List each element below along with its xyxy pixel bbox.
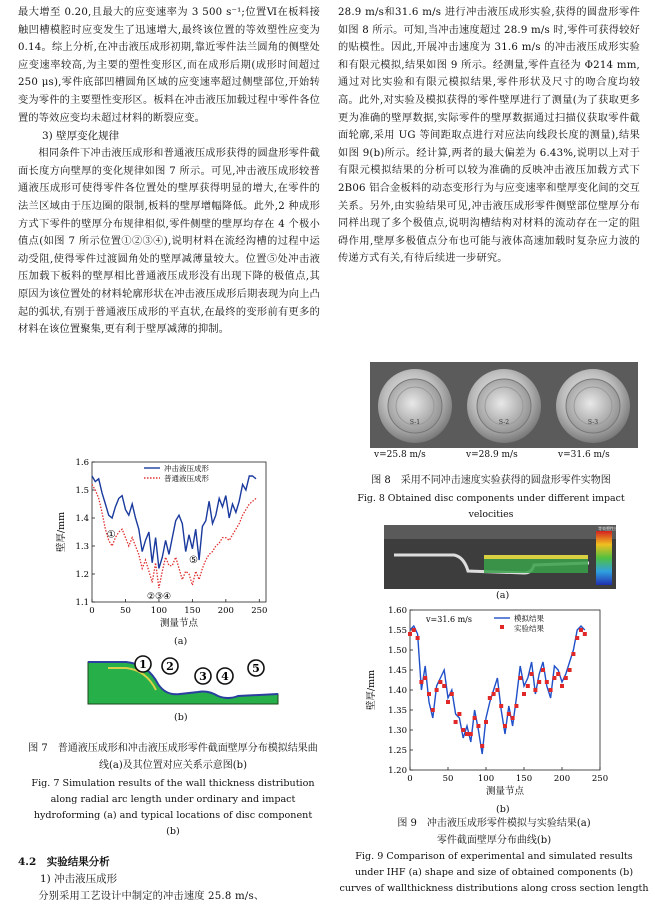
data-point	[571, 652, 575, 656]
data-point	[533, 688, 537, 692]
fig9-caption-en-1: Fig. 9 Comparison of experimental and simulated results	[355, 851, 633, 862]
velocity-label-2: v=28.9 m/s	[466, 450, 518, 460]
left-column	[18, 4, 320, 339]
right-paragraph-1: 28.9 m/s和31.6 m/s 进行冲击液压成形实验,获得的圆盘形零件如图 8 所示。可知,当冲击速度超过 28.9 m/s 时,零件可获得较好的贴模性。因此,开展冲击速度为 31.6 m/s 的冲击液压成形实验和有限元模拟,结果如图 9 所示。经测量,零件直径为 Φ214 mm,通过对比实验和有限元模拟结果,零件形状及尺寸的吻合度均较高。此外,对实验及模拟获得的零件壁厚进行了测量(为了获取更多更为准确的壁厚数据,实际零件的壁厚数据通过扫描仪获取零件截面轮廓,采用 UG 等间距取点进行对应法向线段长度的测量),结果如图 9(b)所示。经计算,两者的最大偏差为 6.43%,说明以上对于有限元模拟结果的分析可以较为准确的反映冲击液压加载方式下 2B06 铝合金板料的动态变形行为与应变速率和壁厚变化间的交互关系。另外,由实验结果可见,冲击液压成形零件侧壁部位壁厚分布同样出现了多个极值点,说明沟槽结构对材料的流动存在一定的阻碍作用,壁厚多极值点分布也可能与液体高速加载时复杂应力波的传递方式有关,有待后续进一步研究。	[338, 7, 640, 265]
x-tick-label: 200	[553, 774, 571, 784]
data-point	[564, 676, 568, 680]
svg-text:5: 5	[252, 662, 260, 675]
svg-text:S-2: S-2	[498, 419, 510, 426]
data-point	[473, 716, 477, 720]
svg-text:S-1: S-1	[409, 419, 421, 426]
data-point	[431, 708, 435, 712]
data-point	[530, 672, 534, 676]
x-axis-label: 测量节点	[485, 786, 525, 797]
data-point	[526, 684, 530, 688]
fig9a-legend-title: 等效塑性应变	[598, 526, 622, 531]
data-point	[469, 732, 473, 736]
left-paragraph-2: 相同条件下冲击液压成形和普通液压成形获得的圆盘形零件截面长度方向壁厚的变化规律如图 7 所示。可见,冲击液压成形较普通液压成形可使得零件各位置处的壁厚获得明显的增大,在零件的法兰区域由于压边圈的限制,板料的壁厚增幅降低。此外,2 种成形方式下零件的壁厚分布规律相似,零件侧壁的壁厚均存在 4 个极小值点(如图 7 所示位置①②③④),说明材料在流经沟槽的过程中运动受阻,使得零件过渡圆角处的壁厚减薄量较大。位置⑤处冲击液压加载下板料的壁厚相比普通液压成形没有出现下降的极值点,其原因为该位置处的材料轮廓形状在冲击液压成形后期表现为向上凸起的弧状,有别于普通液压成形的平直状,在最终的变形前有更多的材料在该位置聚集,更有利于壁厚减薄的抑制。	[18, 148, 320, 336]
data-point	[522, 692, 526, 696]
svg-text:S-3: S-3	[587, 419, 599, 426]
x-tick-label: 100	[477, 774, 495, 784]
x-tick-label: 250	[251, 606, 268, 616]
data-point	[446, 700, 450, 704]
data-point	[492, 692, 496, 696]
marker-3	[195, 668, 211, 684]
data-point	[514, 704, 518, 708]
y-tick-label: 1.55	[388, 626, 407, 636]
heading-wall-thickness: 3) 壁厚变化规律	[42, 130, 120, 143]
fig8-caption	[336, 472, 646, 523]
fig9-caption-en-3: curves of wallthickness distributions along cross section length	[339, 883, 649, 894]
fig9b-chart	[364, 604, 610, 804]
series-冲击液压成形-line	[92, 476, 256, 568]
data-point	[579, 628, 583, 632]
data-point	[495, 688, 499, 692]
svg-text:1: 1	[139, 658, 147, 671]
data-point	[552, 676, 556, 680]
disc-1	[378, 369, 452, 443]
y-tick-label: 1.2	[75, 570, 89, 580]
data-point	[454, 720, 458, 724]
data-point	[419, 680, 423, 684]
marker-4	[217, 668, 233, 684]
fig7b-schematic	[88, 654, 278, 706]
data-point	[427, 692, 431, 696]
section-4-2: 4.2 实验结果分析	[18, 856, 110, 868]
fig8-photo	[370, 362, 638, 448]
data-point	[442, 684, 446, 688]
data-point	[503, 724, 507, 728]
data-point	[450, 692, 454, 696]
data-point	[423, 676, 427, 680]
data-point	[438, 680, 442, 684]
y-tick-label: 1.25	[388, 746, 407, 756]
fig9-caption	[336, 815, 652, 897]
data-point	[583, 632, 587, 636]
fig9a-image	[384, 525, 622, 589]
left-bottom	[18, 854, 320, 906]
x-tick-label: 100	[150, 606, 168, 616]
fig7a-chart	[52, 456, 282, 636]
y-tick-label: 1.35	[388, 706, 407, 716]
y-tick-label: 1.50	[388, 646, 407, 656]
x-tick-label: 50	[120, 606, 131, 616]
disc-2	[467, 369, 541, 443]
y-tick-label: 1.45	[388, 666, 407, 676]
x-tick-label: 150	[515, 774, 533, 784]
right-column	[338, 4, 640, 268]
y-axis-label: 壁厚/mm	[366, 669, 377, 711]
fig8-caption-en: Fig. 8 Obtained disc components under different impact velocities	[357, 493, 625, 520]
data-point	[507, 712, 511, 716]
velocity-label-3: v=31.6 m/s	[558, 450, 610, 460]
fig7b-label: (b)	[174, 712, 188, 723]
left-paragraph-3: 分别采用工艺设计中制定的冲击速度 25.8 m/s、	[38, 891, 265, 902]
x-tick-label: 50	[442, 774, 454, 784]
data-point	[549, 688, 553, 692]
x-tick-label: 0	[89, 606, 95, 616]
data-point	[457, 712, 461, 716]
data-point	[435, 688, 439, 692]
series-普通液压成形-line	[92, 484, 256, 588]
svg-text:3: 3	[199, 670, 207, 683]
annotation-5: ⑤	[189, 554, 199, 566]
y-tick-label: 1.60	[388, 606, 407, 616]
data-point	[541, 668, 545, 672]
plot-frame	[92, 462, 266, 602]
data-point	[499, 704, 503, 708]
y-tick-label: 1.4	[75, 514, 89, 524]
y-tick-label: 1.3	[75, 542, 89, 552]
disc-3	[556, 369, 630, 443]
fig9-caption-zh-2: 零件截面壁厚分布曲线(b)	[436, 835, 552, 846]
data-point	[461, 728, 465, 732]
fig9-caption-zh-1: 图 9 冲击液压成形零件模拟与实验结果(a)	[397, 818, 591, 829]
legend-label: 冲击液压成形	[164, 464, 209, 473]
y-tick-label: 1.30	[388, 726, 407, 736]
x-axis-label: 测量节点	[159, 618, 199, 629]
fig9-caption-en-2: under IHF (a) shape and size of obtained components (b)	[354, 867, 634, 878]
velocity-label-1: v=25.8 m/s	[374, 450, 426, 460]
data-point	[412, 628, 416, 632]
data-point	[556, 672, 560, 676]
y-tick-label: 1.5	[75, 486, 89, 496]
legend-label: 实验结果	[514, 624, 544, 633]
fig7-caption-en: Fig. 7 Simulation results of the wall thickness distribution along radial arc length under ordinary and impact hydroforming (a) and typical locations of disc component (b)	[31, 778, 315, 837]
fig9b-label: (b)	[496, 804, 510, 815]
fig7a-label: (a)	[174, 636, 188, 647]
legend-label: 模拟结果	[514, 614, 544, 623]
y-tick-label: 1.6	[75, 458, 89, 468]
heading-ihf: 1) 冲击液压成形	[40, 873, 118, 885]
x-tick-label: 250	[591, 774, 609, 784]
fig7-caption-zh: 图 7 普通液压成形和冲击液压成形零件截面壁厚分布模拟结果曲线(a)及其位置对应关系示意图(b)	[28, 743, 318, 771]
x-tick-label: 0	[407, 774, 413, 784]
data-point	[511, 716, 515, 720]
data-point	[518, 676, 522, 680]
marker-5	[248, 660, 264, 676]
data-point	[488, 696, 492, 700]
data-point	[465, 732, 469, 736]
data-point	[480, 744, 484, 748]
y-axis-label: 壁厚/mm	[56, 511, 67, 553]
data-point	[575, 636, 579, 640]
data-point	[545, 680, 549, 684]
fig7-caption	[28, 740, 318, 840]
data-point	[560, 684, 564, 688]
legend-swatch	[500, 625, 504, 629]
left-paragraph-1: 最大增至 0.20,且最大的应变速率为 3 500 s⁻¹;位置Ⅵ在板料接触凹槽模腔时应变发生了迅速增大,最终该位置的等效塑性应变为 0.14。综上分析,在冲击液压成形初期,靠近零件法兰圆角的侧壁处应变速率较高,为主要的塑性变形区,而在成形后期(成形时间超过 250 μs),零件底部凹槽圆角区域的应变速率超过侧壁部位,开始转变为零件的主要塑性变形区。板料在冲击液压加载过程中零件各位置的等效应变均未超过材料的断裂应变。	[18, 7, 320, 124]
svg-text:2: 2	[166, 660, 174, 673]
data-point	[476, 724, 480, 728]
data-point	[568, 668, 572, 672]
marker-1	[135, 656, 151, 672]
legend-label: 普通液压成形	[164, 474, 209, 483]
x-tick-label: 150	[184, 606, 201, 616]
fig9a-label: (a)	[496, 590, 510, 601]
y-tick-label: 1.1	[75, 598, 89, 608]
data-point	[408, 632, 412, 636]
fig8-caption-zh: 图 8 采用不同冲击速度实验获得的圆盘形零件实物图	[371, 475, 611, 486]
annotation-1: ①	[106, 529, 116, 541]
marker-2	[162, 658, 178, 674]
svg-text:4: 4	[221, 670, 229, 683]
data-point	[537, 680, 541, 684]
chart-title: v=31.6 m/s	[426, 615, 472, 624]
data-point	[416, 636, 420, 640]
y-tick-label: 1.40	[388, 686, 407, 696]
y-tick-label: 1.20	[388, 766, 407, 776]
annotation-234: ②③④	[146, 592, 172, 603]
data-point	[484, 720, 488, 724]
x-tick-label: 200	[217, 606, 234, 616]
